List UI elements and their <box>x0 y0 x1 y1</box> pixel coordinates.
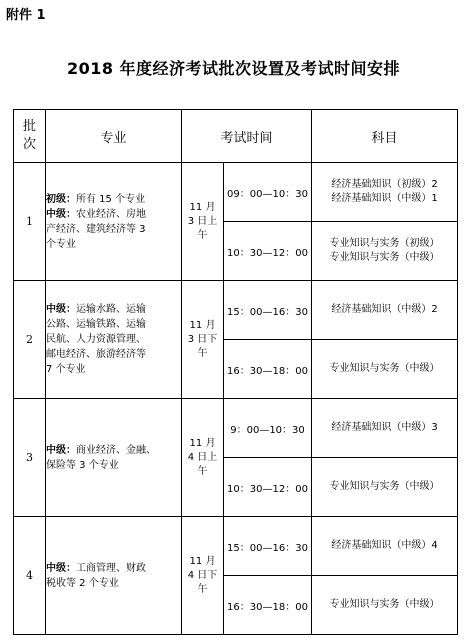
exam-subject <box>312 458 458 517</box>
header-row <box>14 110 458 163</box>
exam-subject <box>312 163 458 222</box>
major-text: 产经济、建筑经济等 3 <box>46 223 146 235</box>
major-line <box>46 347 181 362</box>
batch-major <box>46 399 182 517</box>
attachment-label: 附件 1 <box>6 8 46 23</box>
major-line <box>46 237 181 252</box>
level-label: 中级： <box>46 562 76 574</box>
major-line <box>46 576 181 591</box>
subject-line: 专业知识与实务（中级） <box>329 481 440 492</box>
major-line <box>46 561 181 576</box>
major-line <box>46 302 181 317</box>
exam-subject <box>312 399 458 458</box>
level-label: 中级： <box>46 208 76 220</box>
major-text: 民航、人力资源管理、 <box>46 334 146 345</box>
exam-time-slot: 16：30—18：00 <box>224 340 312 399</box>
header-batch-line1: 批 <box>22 119 36 134</box>
subject-line: 专业知识与实务（中级） <box>329 252 440 263</box>
date-line: 午 <box>197 465 208 477</box>
exam-time-slot: 09：00—10：30 <box>224 163 312 222</box>
major-line <box>46 332 181 347</box>
schedule-table <box>13 109 458 635</box>
exam-subject <box>312 576 458 635</box>
major-text: 保险等 3 个专业 <box>46 459 119 471</box>
major-text: 农业经济、房地 <box>76 208 146 220</box>
batch-number: 4 <box>14 517 46 635</box>
major-text: 个专业 <box>46 238 76 250</box>
subject-line: 专业知识与实务（中级） <box>329 599 440 610</box>
subject-line: 专业知识与实务（初级） <box>329 238 440 249</box>
major-text: 所有 15 个专业 <box>76 193 146 205</box>
level-label: 中级： <box>46 444 76 456</box>
major-text: 7 个专业 <box>46 364 86 375</box>
subject-line: 经济基础知识（中级）1 <box>331 193 438 204</box>
level-label: 初级： <box>46 193 76 205</box>
subject-line: 经济基础知识（中级）3 <box>331 422 438 433</box>
level-label: 中级： <box>46 304 76 315</box>
exam-date <box>182 517 224 635</box>
table-row <box>14 281 458 340</box>
exam-time-slot: 10：30—12：00 <box>224 222 312 281</box>
major-line <box>46 362 181 377</box>
exam-time-slot: 9：00—10：30 <box>224 399 312 458</box>
exam-time-slot: 15：00—16：30 <box>224 281 312 340</box>
exam-subject <box>312 222 458 281</box>
major-line <box>46 443 181 458</box>
header-major: 专业 <box>46 110 182 163</box>
exam-subject <box>312 340 458 399</box>
major-text: 邮电经济、旅游经济等 <box>46 349 146 360</box>
table-row <box>14 163 458 222</box>
header-exam-time: 考试时间 <box>182 110 312 163</box>
major-line <box>46 458 181 473</box>
subject-line: 专业知识与实务（中级） <box>329 363 440 374</box>
subject-line: 经济基础知识（中级）4 <box>331 540 438 551</box>
date-line: 11 月 <box>189 555 216 567</box>
batch-number: 3 <box>14 399 46 517</box>
header-batch-line2: 次 <box>22 137 36 152</box>
batch-major <box>46 281 182 399</box>
date-line: 4 日下 <box>187 569 218 581</box>
exam-time-slot: 10：30—12：00 <box>224 458 312 517</box>
exam-date <box>182 399 224 517</box>
subject-line: 经济基础知识（初级）2 <box>331 179 438 190</box>
subject-line: 经济基础知识（中级）2 <box>331 304 438 315</box>
batch-major <box>46 517 182 635</box>
table-row <box>14 399 458 458</box>
major-text: 税收等 2 个专业 <box>46 577 119 589</box>
batch-major <box>46 163 182 281</box>
major-line <box>46 192 181 207</box>
exam-time-slot: 15：00—16：30 <box>224 517 312 576</box>
major-text: 运输水路、运输 <box>76 304 146 315</box>
schedule-body <box>14 163 458 635</box>
exam-subject <box>312 281 458 340</box>
header-subject: 科目 <box>312 110 458 163</box>
exam-subject <box>312 517 458 576</box>
batch-number: 1 <box>14 163 46 281</box>
date-line: 3 日下 <box>187 333 218 345</box>
exam-date <box>182 281 224 399</box>
date-line: 11 月 <box>189 319 216 331</box>
table-row <box>14 517 458 576</box>
header-batch <box>14 110 46 163</box>
date-line: 3 日上 <box>187 215 218 227</box>
date-line: 4 日上 <box>187 451 218 463</box>
date-line: 11 月 <box>189 201 216 213</box>
date-line: 11 月 <box>189 437 216 449</box>
page-title: 2018 年度经济考试批次设置及考试时间安排 <box>66 59 401 78</box>
major-text: 工商管理、财政 <box>76 562 146 574</box>
exam-time-slot: 16：30—18：00 <box>224 576 312 635</box>
major-line <box>46 207 181 222</box>
date-line: 午 <box>197 347 208 359</box>
major-text: 商业经济、金融、 <box>76 444 156 456</box>
date-line: 午 <box>197 229 208 241</box>
batch-number: 2 <box>14 281 46 399</box>
major-line <box>46 317 181 332</box>
major-text: 公路、运输铁路、运输 <box>46 319 146 330</box>
exam-date <box>182 163 224 281</box>
date-line: 午 <box>197 583 208 595</box>
major-line <box>46 222 181 237</box>
